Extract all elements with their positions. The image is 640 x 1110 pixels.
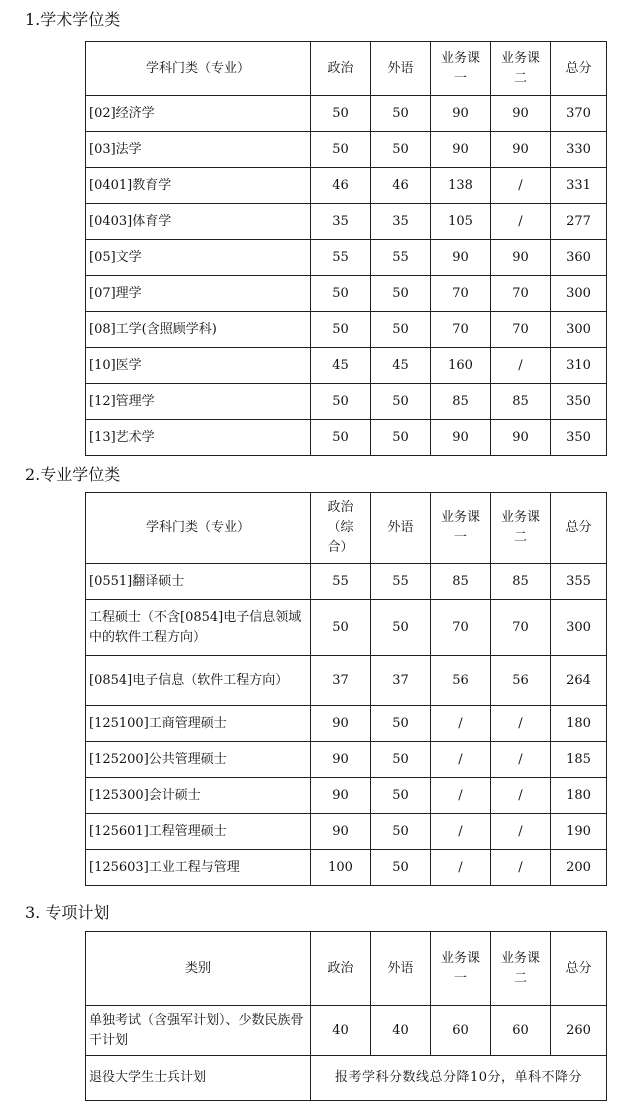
cell-foreign: 50: [371, 778, 431, 814]
cell-politics: 90: [311, 814, 371, 850]
cell-course2: /: [491, 348, 551, 384]
table-row: [86, 814, 607, 850]
cell-politics: 55: [311, 564, 371, 600]
table-row: [86, 420, 607, 456]
cell-politics: 50: [311, 384, 371, 420]
cell-politics: 90: [311, 778, 371, 814]
cell-foreign: 50: [371, 706, 431, 742]
cell-total: 185: [551, 742, 607, 778]
col-header-politics-comprehensive: 政治 （综 合）: [311, 493, 371, 564]
table-row: [86, 96, 607, 132]
cell-course1: 70: [431, 600, 491, 656]
cell-foreign: 46: [371, 168, 431, 204]
cell-course2: 70: [491, 312, 551, 348]
academic-degree-table: [85, 41, 607, 456]
cell-name: [0551]翻译硕士: [86, 564, 311, 600]
row-category-name: 退役大学生士兵计划: [86, 1056, 311, 1101]
cell-politics: 50: [311, 600, 371, 656]
cell-foreign: 50: [371, 384, 431, 420]
cell-course2: 85: [491, 564, 551, 600]
cell-politics: 100: [311, 850, 371, 886]
cell-course1: 90: [431, 240, 491, 276]
cell-foreign: 50: [371, 850, 431, 886]
col-header-course1: 业务课 一: [431, 493, 491, 564]
cell-politics: 37: [311, 656, 371, 706]
table-row: [86, 742, 607, 778]
col-header-foreign: 外语: [371, 42, 431, 96]
academic-degree-rows: [86, 96, 607, 456]
table-row: [86, 240, 607, 276]
professional-degree-rows: [86, 564, 607, 886]
cell-foreign: 50: [371, 96, 431, 132]
cell-course1: /: [431, 742, 491, 778]
cell-politics: 50: [311, 312, 371, 348]
cell-politics: 45: [311, 348, 371, 384]
special-plan-table: [85, 931, 607, 1101]
cell-name: [0403]体育学: [86, 204, 311, 240]
cell-course2: /: [491, 742, 551, 778]
cell-course2: 70: [491, 600, 551, 656]
cell-total: 180: [551, 706, 607, 742]
cell-course2: /: [491, 204, 551, 240]
row-note: 报考学科分数线总分降10分，单科不降分: [311, 1056, 607, 1101]
cell-name: 工程硕士（不含[0854]电子信息领域中的软件工程方向）: [86, 600, 311, 656]
cell-name: [125601]工程管理硕士: [86, 814, 311, 850]
cell-name: [07]理学: [86, 276, 311, 312]
cell-name: [05]文学: [86, 240, 311, 276]
cell-course1: 60: [431, 1006, 491, 1056]
cell-foreign: 37: [371, 656, 431, 706]
cell-total: 260: [551, 1006, 607, 1056]
table-header-row: [86, 493, 607, 564]
cell-total: 355: [551, 564, 607, 600]
cell-name: [125200]公共管理硕士: [86, 742, 311, 778]
table-row: [86, 132, 607, 168]
cell-politics: 50: [311, 132, 371, 168]
cell-total: 264: [551, 656, 607, 706]
cell-name: [08]工学(含照顾学科): [86, 312, 311, 348]
cell-course1: 160: [431, 348, 491, 384]
cell-name: [125603]工业工程与管理: [86, 850, 311, 886]
col-header-politics: 政治: [311, 932, 371, 1006]
col-header-course2: 业务课 二: [491, 493, 551, 564]
cell-foreign: 55: [371, 240, 431, 276]
cell-name: [13]艺术学: [86, 420, 311, 456]
cell-course2: 90: [491, 132, 551, 168]
cell-foreign: 50: [371, 814, 431, 850]
cell-name: [02]经济学: [86, 96, 311, 132]
section-2-heading: 2.专业学位类: [25, 465, 121, 484]
cell-course1: /: [431, 778, 491, 814]
table-row: [86, 276, 607, 312]
cell-course1: 138: [431, 168, 491, 204]
cell-total: 331: [551, 168, 607, 204]
cell-name: [0401]教育学: [86, 168, 311, 204]
cell-politics: 90: [311, 706, 371, 742]
cell-course1: /: [431, 850, 491, 886]
cell-name: 单独考试（含强军计划）、少数民族骨干计划: [86, 1006, 311, 1056]
table-row: [86, 706, 607, 742]
cell-name: [125100]工商管理硕士: [86, 706, 311, 742]
col-header-politics: 政治: [311, 42, 371, 96]
cell-course1: 70: [431, 312, 491, 348]
cell-name: [125300]会计硕士: [86, 778, 311, 814]
cell-politics: 50: [311, 96, 371, 132]
cell-total: 350: [551, 420, 607, 456]
cell-course2: /: [491, 778, 551, 814]
col-header-course2: 业务课 二: [491, 932, 551, 1006]
cell-foreign: 50: [371, 276, 431, 312]
section-3-heading: 3. 专项计划: [25, 903, 110, 922]
col-header-total: 总分: [551, 932, 607, 1006]
cell-course1: 56: [431, 656, 491, 706]
cell-politics: 40: [311, 1006, 371, 1056]
cell-course2: /: [491, 168, 551, 204]
cell-course1: /: [431, 706, 491, 742]
col-header-category: 类别: [86, 932, 311, 1006]
cell-foreign: 40: [371, 1006, 431, 1056]
cell-foreign: 50: [371, 600, 431, 656]
cell-course2: 70: [491, 276, 551, 312]
cell-course1: 85: [431, 564, 491, 600]
col-header-subject: 学科门类（专业）: [86, 493, 311, 564]
table-row: [86, 850, 607, 886]
col-header-total: 总分: [551, 42, 607, 96]
cell-politics: 55: [311, 240, 371, 276]
cell-name: [0854]电子信息（软件工程方向）: [86, 656, 311, 706]
cell-total: 360: [551, 240, 607, 276]
special-plan-rows: [86, 1006, 607, 1056]
cell-course2: 60: [491, 1006, 551, 1056]
cell-politics: 50: [311, 420, 371, 456]
table-row: [86, 348, 607, 384]
table-header-row: [86, 932, 607, 1006]
cell-foreign: 55: [371, 564, 431, 600]
col-header-foreign: 外语: [371, 932, 431, 1006]
col-header-course2: 业务课 二: [491, 42, 551, 96]
cell-foreign: 50: [371, 420, 431, 456]
col-header-subject: 学科门类（专业）: [86, 42, 311, 96]
cell-course1: /: [431, 814, 491, 850]
col-header-total: 总分: [551, 493, 607, 564]
cell-course2: /: [491, 814, 551, 850]
cell-total: 370: [551, 96, 607, 132]
cell-course1: 85: [431, 384, 491, 420]
cell-name: [03]法学: [86, 132, 311, 168]
table-row: [86, 600, 607, 656]
cell-politics: 90: [311, 742, 371, 778]
cell-course2: 85: [491, 384, 551, 420]
professional-degree-table: [85, 492, 607, 886]
col-header-course1: 业务课 一: [431, 42, 491, 96]
cell-course2: 90: [491, 420, 551, 456]
cell-foreign: 50: [371, 742, 431, 778]
cell-total: 350: [551, 384, 607, 420]
table-header-row: [86, 42, 607, 96]
cell-course1: 90: [431, 420, 491, 456]
cell-total: 277: [551, 204, 607, 240]
cell-name: [12]管理学: [86, 384, 311, 420]
cell-politics: 50: [311, 276, 371, 312]
cell-total: 180: [551, 778, 607, 814]
table-row: [86, 1006, 607, 1056]
table-row: [86, 778, 607, 814]
col-header-course1: 业务课 一: [431, 932, 491, 1006]
cell-politics: 46: [311, 168, 371, 204]
table-row: [86, 656, 607, 706]
cell-course2: 90: [491, 240, 551, 276]
cell-course2: 90: [491, 96, 551, 132]
cell-foreign: 50: [371, 312, 431, 348]
cell-foreign: 35: [371, 204, 431, 240]
table-row: [86, 312, 607, 348]
col-header-foreign: 外语: [371, 493, 431, 564]
cell-total: 310: [551, 348, 607, 384]
cell-foreign: 50: [371, 132, 431, 168]
cell-course1: 70: [431, 276, 491, 312]
cell-total: 200: [551, 850, 607, 886]
cell-course1: 90: [431, 96, 491, 132]
table-row: [86, 204, 607, 240]
cell-course2: /: [491, 850, 551, 886]
table-row: [86, 564, 607, 600]
table-row: [86, 1056, 607, 1101]
cell-course1: 90: [431, 132, 491, 168]
table-row: [86, 384, 607, 420]
cell-course2: /: [491, 706, 551, 742]
cell-total: 330: [551, 132, 607, 168]
cell-total: 300: [551, 312, 607, 348]
cell-total: 300: [551, 276, 607, 312]
section-1-heading: 1.学术学位类: [25, 10, 121, 29]
cell-course2: 56: [491, 656, 551, 706]
cell-foreign: 45: [371, 348, 431, 384]
cell-name: [10]医学: [86, 348, 311, 384]
cell-total: 190: [551, 814, 607, 850]
cell-total: 300: [551, 600, 607, 656]
cell-course1: 105: [431, 204, 491, 240]
cell-politics: 35: [311, 204, 371, 240]
table-row: [86, 168, 607, 204]
